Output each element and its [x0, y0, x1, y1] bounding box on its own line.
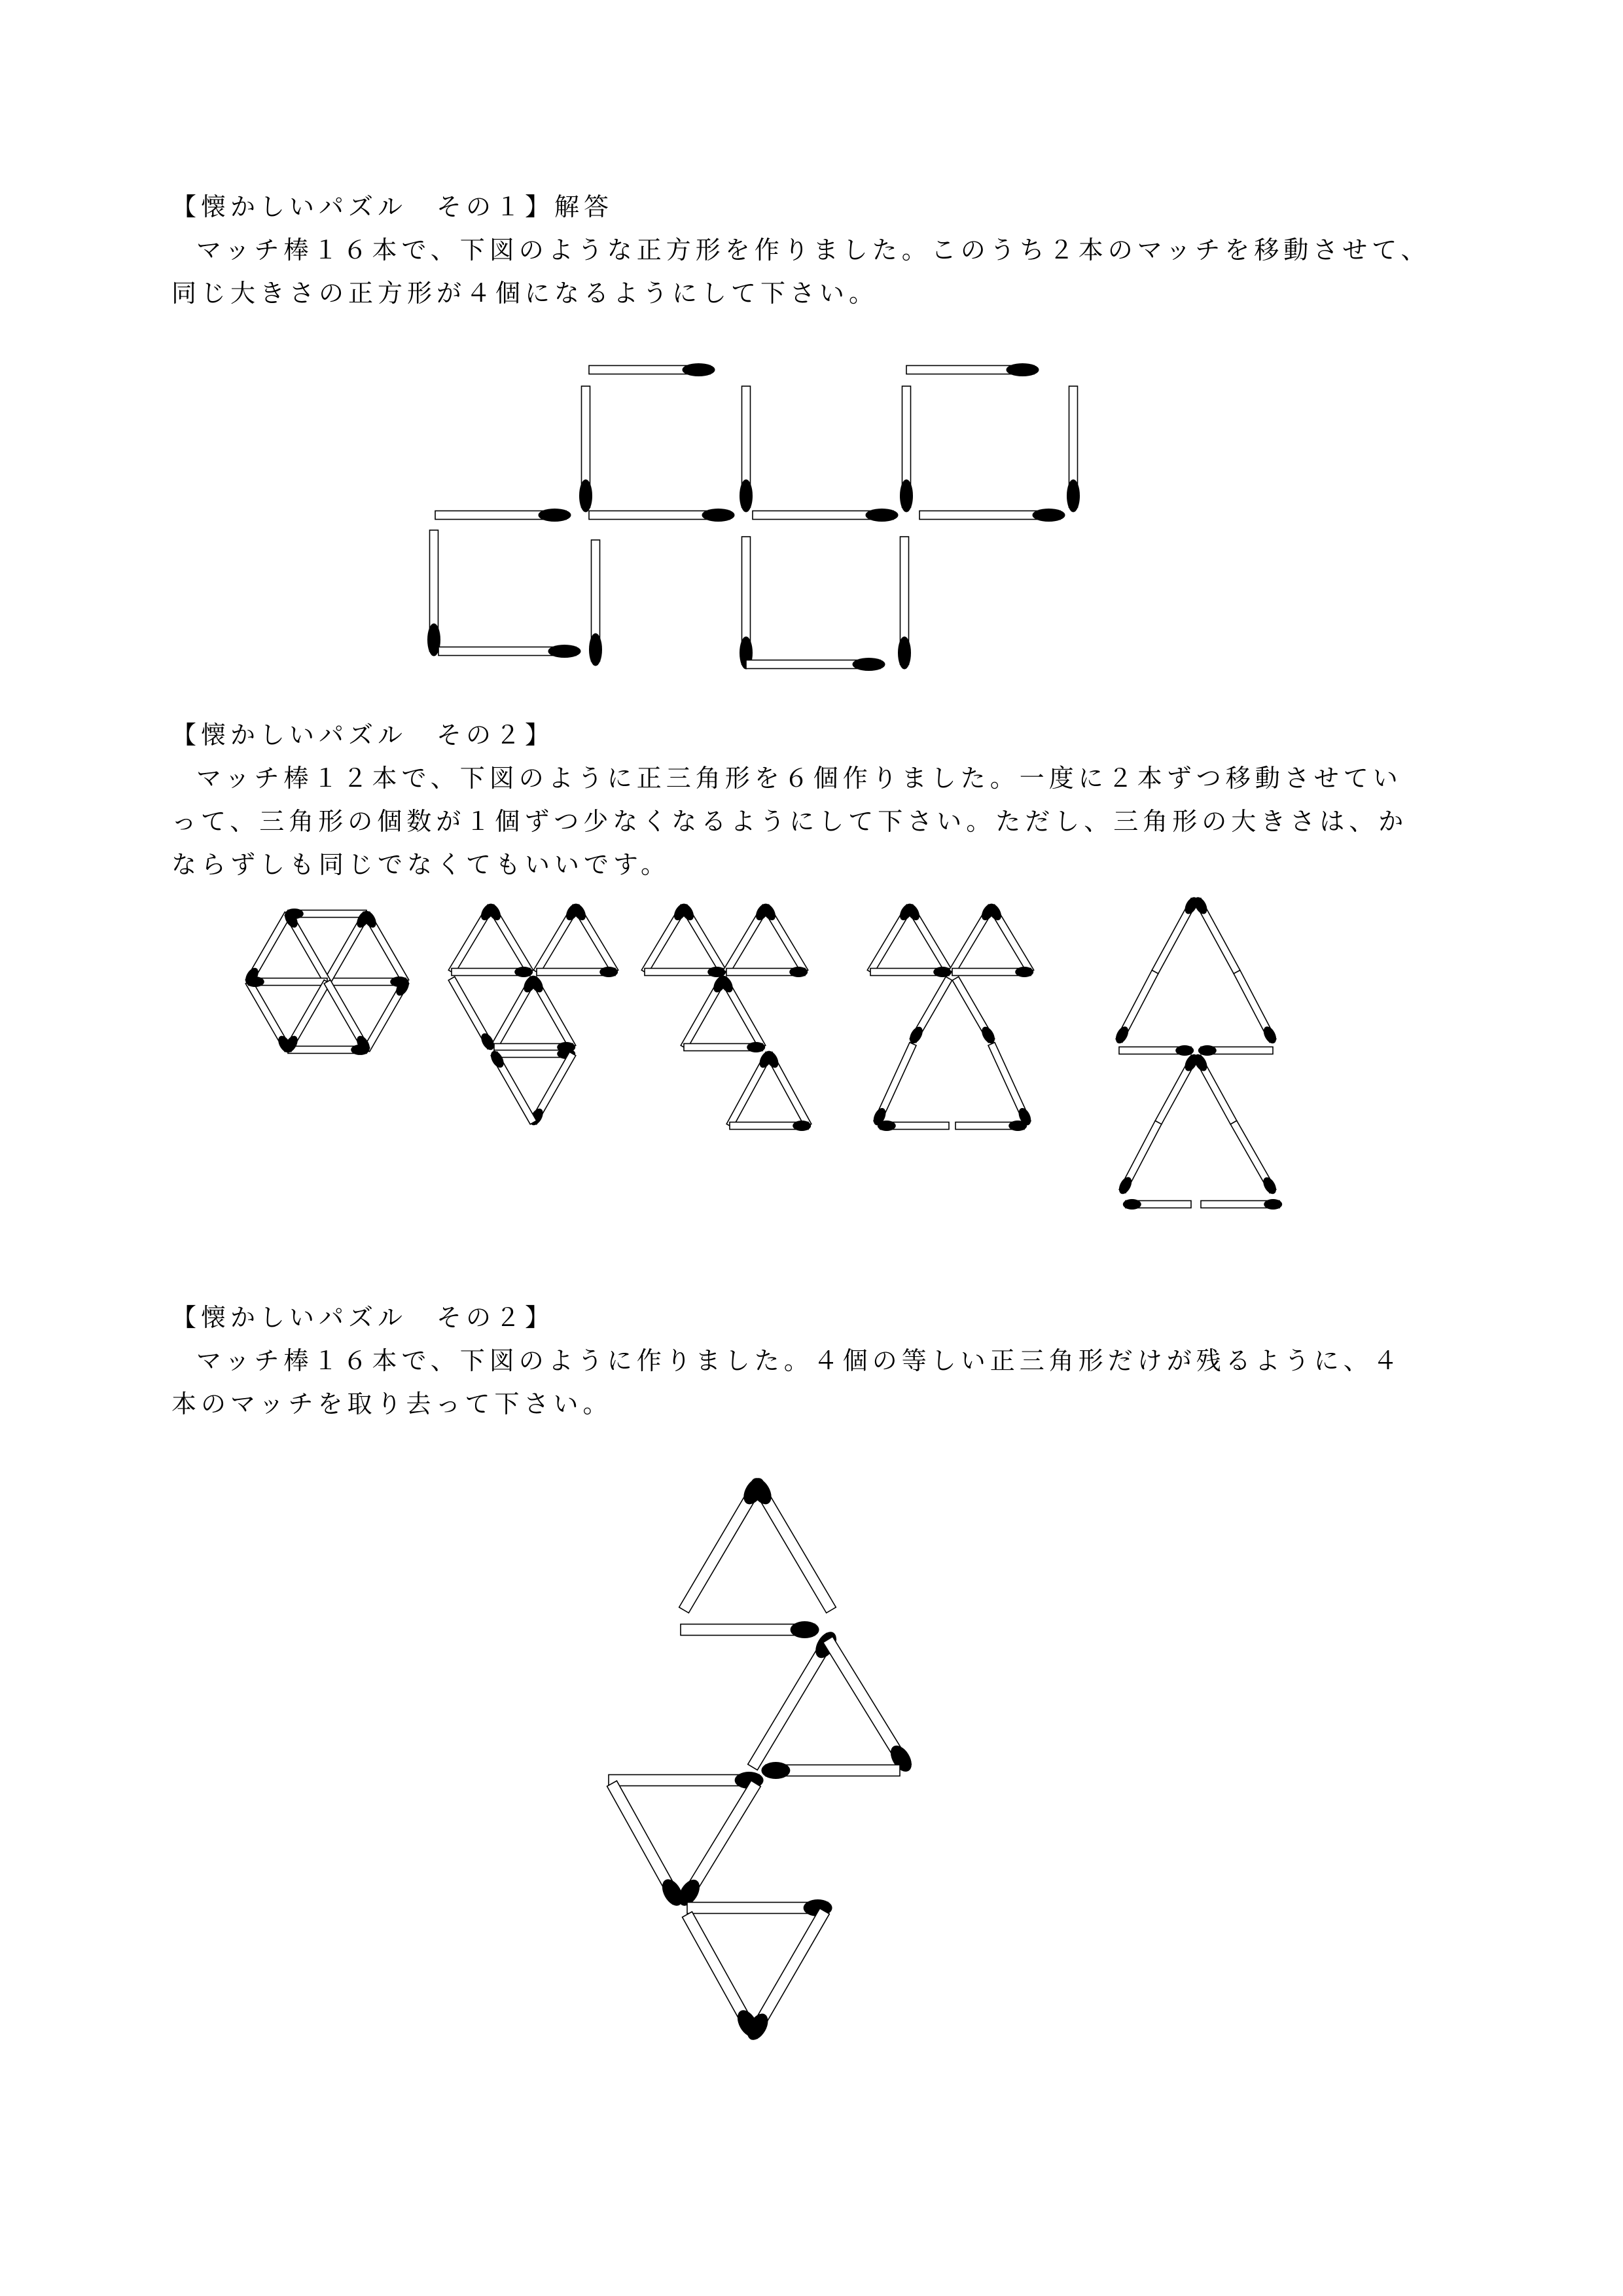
figure-four-triangles: [640, 901, 813, 1131]
match-stick: [447, 976, 497, 1052]
section-2-line-1: マッチ棒１２本で、下図のように正三角形を６個作りました。一度に２本ずつ移動させてい: [196, 764, 1402, 793]
match-head: [900, 480, 913, 512]
match-stick: [282, 908, 332, 984]
section-3-line-2: 本のマッチを取り去って下さい。: [171, 1390, 613, 1418]
match-stick: [1192, 895, 1241, 974]
match-stick: [870, 967, 952, 977]
match-stick: [288, 1045, 369, 1055]
match-stick: [987, 1042, 1033, 1127]
match-head: [683, 363, 715, 376]
match-stick: [740, 386, 753, 512]
match-stick: [951, 976, 997, 1046]
figure-five-triangles: [447, 901, 620, 1127]
match-stick: [761, 1762, 900, 1779]
section-3-heading: 【懐かしいパズル その２】: [171, 1303, 555, 1332]
match-stick: [488, 1049, 538, 1125]
match-stick: [323, 979, 372, 1055]
match-stick: [452, 967, 533, 977]
section-2-heading: 【懐かしいパズル その２】: [171, 721, 555, 749]
match-stick: [1201, 1199, 1282, 1210]
section-1-line-2: 同じ大きさの正方形が４個になるようにして下さい。: [171, 279, 879, 308]
match-stick: [243, 911, 293, 987]
match-head: [1007, 363, 1039, 376]
match-stick: [900, 386, 913, 512]
match-head: [514, 967, 533, 977]
match-head: [1015, 967, 1033, 977]
match-stick: [327, 977, 408, 987]
match-stick: [570, 901, 620, 975]
match-stick: [955, 1121, 1027, 1131]
match-stick: [1154, 1052, 1200, 1124]
match-head: [707, 967, 726, 977]
match-stick: [1119, 1045, 1194, 1056]
section-2-line-2: って、三角形の個数が１個ずつ少なくなるようにして下さい。ただし、三角形の大きさは、か: [171, 807, 1408, 836]
match-head: [761, 1762, 790, 1779]
match-head: [1067, 480, 1080, 512]
figure-hexagon-triangles: [243, 908, 412, 1055]
match-stick: [740, 537, 753, 670]
match-stick: [745, 1628, 841, 1772]
match-head: [793, 1121, 811, 1131]
match-stick: [1198, 1045, 1273, 1056]
match-stick: [645, 967, 726, 977]
match-stick: [687, 1899, 832, 1916]
match-stick: [746, 1475, 838, 1615]
match-stick: [674, 1779, 763, 1909]
match-stick: [589, 509, 735, 522]
section-1-heading: 【懐かしいパズル その１】解答: [171, 192, 614, 221]
match-head: [548, 645, 581, 658]
match-stick: [438, 645, 581, 658]
match-stick: [427, 530, 440, 656]
match-head: [1198, 1045, 1217, 1056]
match-stick: [746, 658, 885, 671]
match-head: [747, 1042, 765, 1052]
match-head: [933, 967, 952, 977]
match-stick: [680, 1910, 762, 2040]
match-stick: [907, 976, 954, 1046]
match-stick: [753, 509, 899, 522]
match-stick: [1192, 1052, 1238, 1124]
match-stick: [609, 1772, 764, 1789]
match-stick: [904, 901, 954, 975]
match-stick: [282, 979, 332, 1055]
match-stick: [323, 908, 372, 984]
match-head: [1264, 1199, 1282, 1210]
match-stick: [362, 977, 412, 1052]
match-stick: [871, 1042, 918, 1127]
match-head: [789, 967, 808, 977]
match-stick: [681, 1621, 819, 1638]
match-head: [853, 658, 885, 671]
match-head: [878, 1121, 896, 1131]
match-stick: [760, 901, 810, 975]
match-stick: [285, 908, 366, 919]
section-2-line-3: ならずしも同じでなくてもいいです。: [171, 850, 670, 879]
match-head: [246, 977, 264, 987]
match-stick: [246, 977, 327, 987]
figure-three-triangles: [866, 901, 1035, 1131]
match-stick: [678, 901, 728, 975]
match-stick: [726, 967, 808, 977]
match-stick: [952, 967, 1033, 977]
match-stick: [919, 509, 1065, 522]
match-stick: [906, 363, 1039, 376]
match-head: [599, 967, 618, 977]
match-head: [589, 634, 602, 666]
match-head: [1008, 1121, 1027, 1131]
section-3-line-1: マッチ棒１６本で、下図のように作りました。４個の等しい正三角形だけが残るように、４: [196, 1346, 1402, 1375]
match-stick: [589, 540, 602, 666]
figure-triangle-chain: [605, 1475, 916, 2044]
match-stick: [1123, 1199, 1191, 1210]
match-head: [539, 509, 571, 522]
match-stick: [821, 1635, 916, 1775]
match-head: [866, 509, 899, 522]
match-stick: [494, 1049, 575, 1059]
match-stick: [1113, 969, 1160, 1045]
figure-two-large-triangles: [1113, 895, 1282, 1210]
match-stick: [878, 1121, 949, 1131]
match-stick: [1232, 969, 1279, 1045]
match-stick: [589, 363, 715, 376]
match-head: [579, 480, 592, 512]
match-head: [1033, 509, 1065, 522]
match-stick: [1116, 1120, 1163, 1196]
match-head: [1123, 1199, 1141, 1210]
figure-squares: [427, 363, 1080, 671]
match-stick: [684, 1042, 765, 1052]
match-stick: [717, 973, 767, 1050]
match-stick: [730, 1121, 811, 1131]
match-head: [1175, 1045, 1194, 1056]
match-stick: [898, 537, 911, 670]
match-stick: [485, 901, 535, 975]
match-stick: [605, 1780, 687, 1909]
match-stick: [435, 509, 571, 522]
match-head: [898, 637, 911, 670]
match-stick: [986, 901, 1035, 975]
match-head: [702, 509, 735, 522]
match-head: [740, 480, 753, 512]
match-stick: [537, 967, 618, 977]
match-stick: [1229, 1120, 1279, 1196]
match-stick: [1067, 386, 1080, 512]
match-stick: [527, 973, 577, 1050]
match-stick: [1150, 895, 1200, 974]
match-head: [791, 1621, 819, 1638]
match-stick: [763, 1049, 813, 1128]
section-1-line-1: マッチ棒１６本で、下図のような正方形を作りました。このうち２本のマッチを移動させて、: [196, 236, 1431, 264]
match-stick: [527, 1051, 577, 1128]
match-stick: [579, 386, 592, 512]
